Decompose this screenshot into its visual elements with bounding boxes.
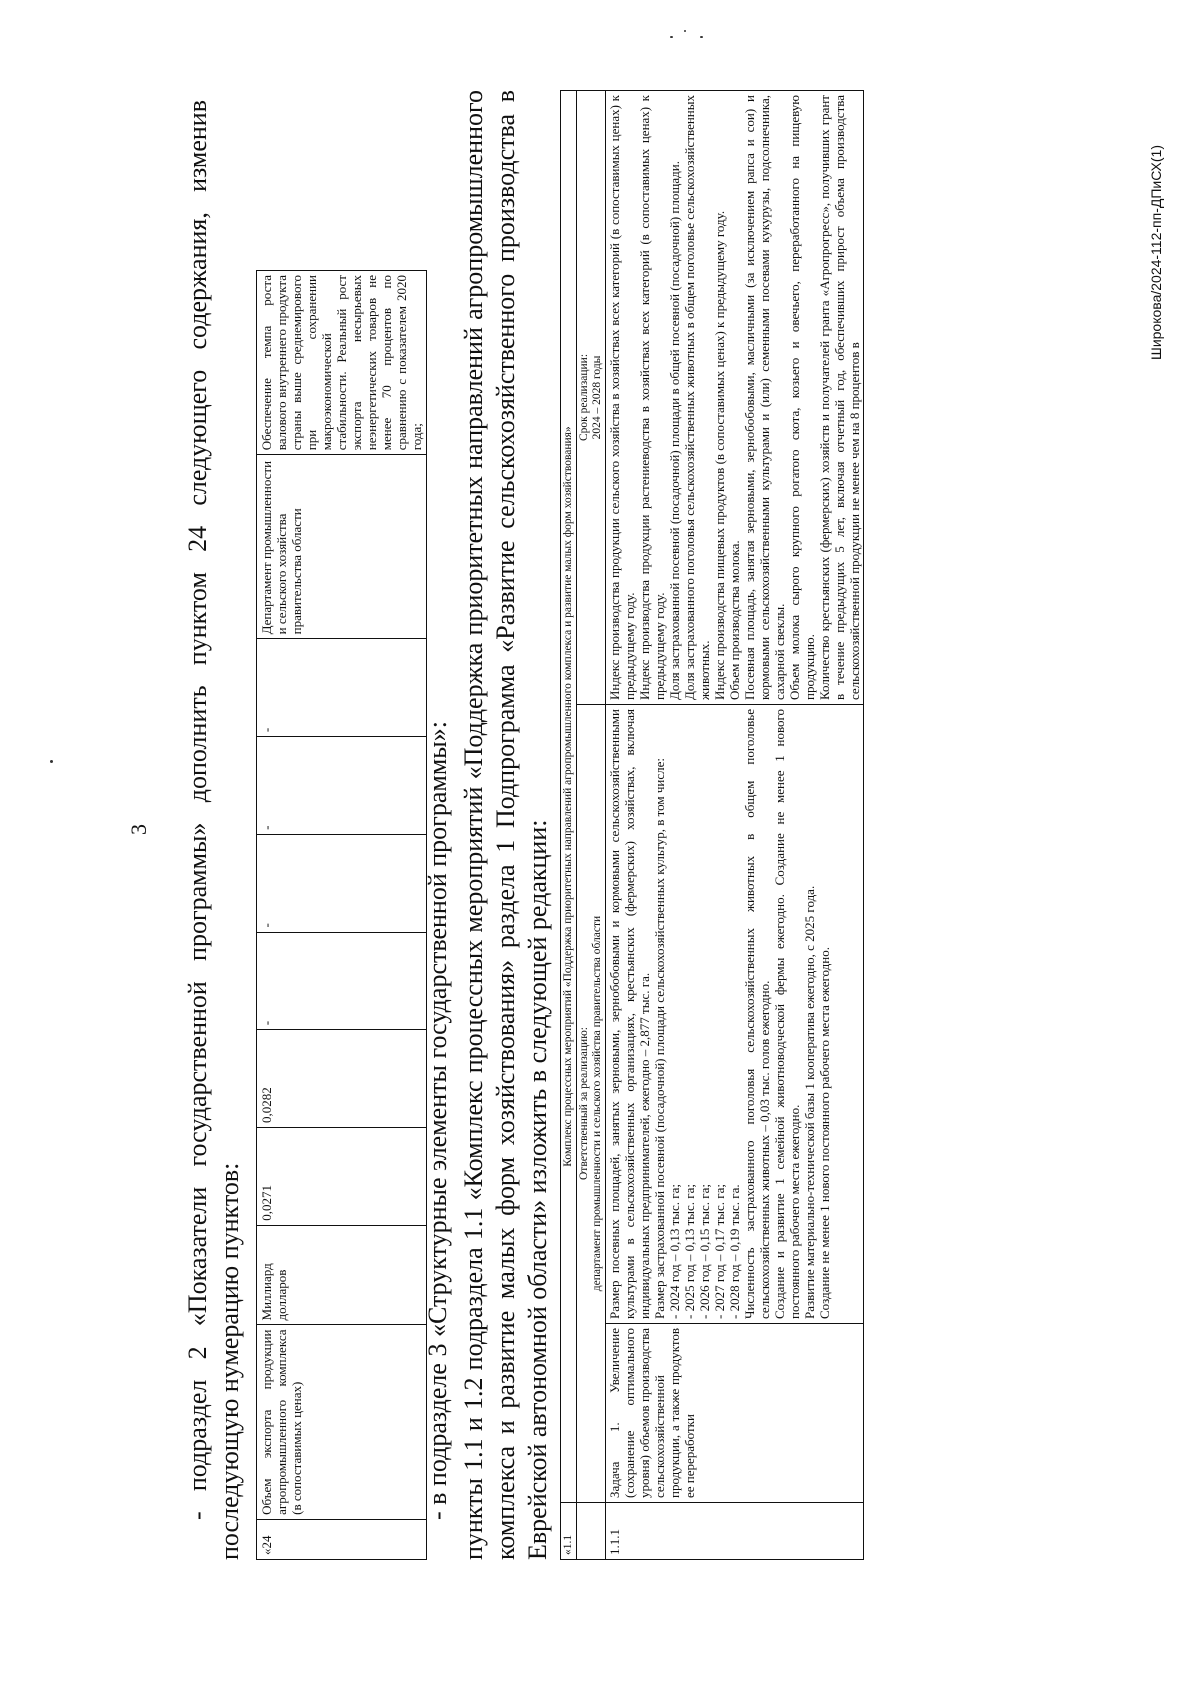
list-item: - 2027 год – 0,17 тыс. га; — [712, 1184, 727, 1319]
list-item: Объем производства молока. — [727, 540, 742, 700]
scan-speck — [50, 760, 53, 763]
list-item: - 2026 год – 0,15 тыс. га; — [697, 1184, 712, 1319]
scan-speck — [684, 30, 686, 32]
table-cell-complex-title: Комплекс процессных мероприятий «Поддержка приоритетных направлений агропромышленного комплекса и развитие малых форм хозяйствования» — [561, 91, 577, 1503]
scan-speck — [700, 36, 703, 38]
table-row — [606, 91, 864, 1560]
list-item: Доля застрахованного поголовья сельскохозяйственных животных в общем поголовье сельскохозяйственных животных. — [682, 95, 712, 700]
list-item: - 2028 год – 0,19 тыс. га. — [727, 1184, 742, 1319]
list-item: - 2025 год – 0,13 тыс. га; — [682, 1184, 697, 1319]
table-cell-unit: Миллиард долларов — [257, 1225, 427, 1325]
table-cell-effects — [606, 705, 864, 1324]
table-cell-indicators — [606, 91, 864, 705]
list-item: Размер посевных площадей, занятых зерновыми, зернобобовыми и кормовыми сельскохозяйственными культурами в сельскохозяйственных организациях, крестьянских (фермерских) хозяйствах, включая индивидуальных предпринимателей, ежегодно – 2,877 тыс. га. — [607, 709, 652, 1319]
term-value: 2024 – 2028 годы — [591, 355, 603, 440]
rotated-content — [183, 80, 1070, 1560]
scan-speck — [670, 36, 673, 38]
table-row — [561, 91, 577, 1560]
responsible-value: департамент промышленности и сельского хозяйства правительства области — [591, 915, 603, 1292]
table-cell-value: - — [257, 834, 427, 932]
list-item: Создание и развитие 1 семейной животноводческой фермы ежегодно. Создание не менее 1 нового постоянного рабочего места ежегодно. — [772, 709, 802, 1319]
table-cell-value: - — [257, 737, 427, 835]
table-cell-name: Объем экспорта продукции агропромышленного комплекса (в сопоставимых ценах) — [257, 1325, 427, 1519]
table-row — [577, 91, 606, 1560]
table-row — [257, 271, 427, 1560]
list-item: Индекс производства продукции растениеводства в хозяйствах всех категорий (в сопоставимых ценах) к предыдущему году. — [637, 95, 667, 700]
list-item: Посевная площадь, занятая зерновыми, зернобобовыми, масличными (за исключением рапса и сои) и кормовыми сельскохозяйственными культурами и (или) семенными посевами кукурузы, подсолнечника, сахарной свеклы. — [742, 95, 787, 700]
table-cell-empty — [577, 1503, 606, 1560]
list-item: Развитие материально-технической базы 1 кооператива ежегодно, с 2025 года. — [802, 885, 817, 1319]
table-cell-term — [577, 91, 606, 705]
structural-elements-table — [560, 90, 864, 1560]
list-item: Количество крестьянских (фермерских) хозяйств и получателей гранта «Агропрогресс», получивших грант в течение предыдущих 5 лет, включая отчетный год, обеспечивших прирост объема производства сельскохозяйственной продукции не менее чем на 8 процентов в — [817, 95, 862, 700]
table-cell-value: 0,0271 — [257, 1127, 427, 1225]
list-item: Доля застрахованной посевной (посадочной) площади в общей посевной (посадочной) площади. — [667, 161, 682, 700]
list-item: Создание не менее 1 нового постоянного рабочего места ежегодно. — [817, 947, 832, 1319]
table-cell-value: - — [257, 932, 427, 1030]
list-item: Объем молока сырого крупного рогатого скота, козьего и овечьего, переработанного на пищевую продукцию. — [787, 95, 817, 700]
list-item: Размер застрахованной посевной (посадочной) площади сельскохозяйственных культур, в том числе: — [652, 757, 667, 1319]
table-cell-goals: Обеспечение темпа роста валового внутреннего продукта страны выше среднемирового при сохранении макроэкономической стабильности. Реальный рост экспорта несырьевых неэнергетических товаров не менее 70 процентов по сравнению с показателем 2020 года; — [257, 271, 427, 455]
table-cell-responsible — [577, 705, 606, 1503]
indicators-table — [256, 270, 427, 1560]
paragraph-subsection-2: - подраздел 2 «Показатели государственной программы» дополнить пунктом 24 следующего содержания, изменив последующую нумерацию пунктов: — [183, 100, 244, 1560]
list-item: Численность застрахованного поголовья сельскохозяйственных животных в общем поголовье сельскохозяйственных животных – 0,03 тыс. голов ежегодно. — [742, 709, 772, 1319]
document-footer: Широкова/2024-112-пп-ДПиСХ(1) — [1148, 145, 1164, 360]
paragraph-items: пункты 1.1 и 1.2 подраздела 1.1 «Комплекс процессных мероприятий «Поддержка приоритетных направлений агропромышленного комплекса и развитие малых форм хозяйствования» раздела 1 Подпрограмма «Развитие сельскохозяйственного производства в Еврейской автономной области» изложить в следующей редакции: — [459, 90, 552, 1560]
paragraph-subsection-3: - в подразделе 3 «Структурные элементы государственной программы»: — [423, 721, 452, 1520]
table-cell-value: - — [257, 639, 427, 737]
table-cell-num: «1.1 — [561, 1503, 577, 1560]
table-cell-num: «24 — [257, 1519, 427, 1559]
table-cell-task-num: 1.1.1 — [606, 1503, 864, 1560]
table-cell-responsible: Департамент промышленности и сельского хозяйства правительства области — [257, 455, 427, 639]
term-label: Срок реализации: — [578, 353, 590, 442]
responsible-label: Ответственный за реализацию: — [578, 1027, 590, 1180]
list-item: - 2024 год – 0,13 тыс. га; — [667, 1184, 682, 1319]
table-cell-task: Задача 1. Увеличение (сохранение оптимального уровня) объемов производства сельскохозяйственной продукции, а также продуктов ее переработки — [606, 1324, 864, 1503]
list-item: Индекс производства пищевых продуктов (в сопоставимых ценах) к предыдущему году. — [712, 210, 727, 700]
page-number: 3 — [126, 824, 151, 835]
table-cell-value: 0,0282 — [257, 1030, 427, 1128]
list-item: Индекс производства продукции сельского хозяйства в хозяйствах всех категорий (в сопоставимых ценах) к предыдущему году. — [607, 95, 637, 700]
